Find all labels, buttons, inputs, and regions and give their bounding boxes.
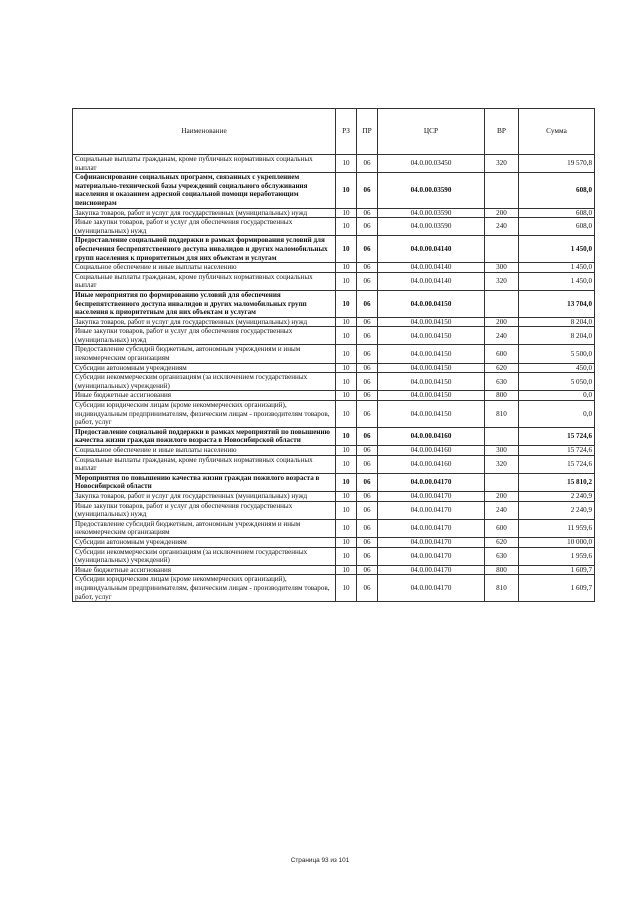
cell-name: Закупка товаров, работ и услуг для государственных (муниципальных) нужд [73, 491, 336, 501]
cell-sum: 450,0 [519, 363, 595, 373]
cell-sum: 0,0 [519, 391, 595, 401]
cell-name: Предоставление субсидий бюджетным, автономным учреждениям и иным некоммерческим организациям [73, 519, 336, 537]
table-row [73, 155, 595, 173]
cell-name: Субсидии автономным учреждениям [73, 537, 336, 547]
cell-sum: 1 959,6 [519, 547, 595, 565]
cell-rz: 10 [336, 473, 357, 491]
cell-csr: 04.0.00.03450 [378, 155, 485, 173]
cell-sum: 608,0 [519, 218, 595, 236]
table-row [73, 345, 595, 363]
header-name: Наименование [73, 109, 336, 155]
cell-vr [485, 427, 519, 445]
cell-sum: 8 204,0 [519, 317, 595, 327]
cell-vr: 630 [485, 547, 519, 565]
cell-pr: 06 [357, 427, 378, 445]
cell-csr: 04.0.00.04170 [378, 537, 485, 547]
cell-vr [485, 290, 519, 317]
cell-vr: 240 [485, 501, 519, 519]
cell-name: Социальные выплаты гражданам, кроме публичных нормативных социальных выплат [73, 155, 336, 173]
cell-csr: 04.0.00.04170 [378, 519, 485, 537]
cell-name: Иные закупки товаров, работ и услуг для обеспечения государственных (муниципальных) нужд [73, 327, 336, 345]
cell-pr: 06 [357, 391, 378, 401]
cell-name: Иные бюджетные ассигнования [73, 391, 336, 401]
cell-rz: 10 [336, 547, 357, 565]
cell-csr: 04.0.00.04150 [378, 391, 485, 401]
table-row-section [73, 173, 595, 208]
cell-sum: 1 450,0 [519, 236, 595, 263]
table-row-section [73, 427, 595, 445]
cell-sum: 1 609,7 [519, 575, 595, 602]
cell-csr: 04.0.00.04170 [378, 501, 485, 519]
cell-sum: 15 724,6 [519, 427, 595, 445]
cell-sum: 19 570,8 [519, 155, 595, 173]
cell-pr: 06 [357, 519, 378, 537]
cell-sum: 5 050,0 [519, 373, 595, 391]
cell-pr: 06 [357, 446, 378, 456]
cell-rz: 10 [336, 290, 357, 317]
table-row-section [73, 290, 595, 317]
cell-sum: 1 450,0 [519, 263, 595, 273]
cell-name: Мероприятия по повышению качества жизни граждан пожилого возраста в Новосибирской области [73, 473, 336, 491]
cell-name: Софинансирование социальных программ, связанных с укреплением материально-технической базы учреждений социального обслуживания населения и оказанием адресной социальной помощи неработающим пенсионерам [73, 173, 336, 208]
cell-csr: 04.0.00.04170 [378, 491, 485, 501]
cell-pr: 06 [357, 208, 378, 218]
table-row [73, 547, 595, 565]
cell-vr: 320 [485, 155, 519, 173]
cell-rz: 10 [336, 537, 357, 547]
cell-name: Закупка товаров, работ и услуг для государственных (муниципальных) нужд [73, 208, 336, 218]
table-row [73, 537, 595, 547]
cell-rz: 10 [336, 155, 357, 173]
cell-rz: 10 [336, 575, 357, 602]
cell-name: Предоставление субсидий бюджетным, автономным учреждениям и иным некоммерческим организациям [73, 345, 336, 363]
cell-csr: 04.0.00.04140 [378, 263, 485, 273]
cell-csr: 04.0.00.04150 [378, 363, 485, 373]
cell-rz: 10 [336, 327, 357, 345]
table-row [73, 218, 595, 236]
cell-rz: 10 [336, 345, 357, 363]
cell-csr: 04.0.00.04160 [378, 455, 485, 473]
cell-rz: 10 [336, 263, 357, 273]
cell-rz: 10 [336, 519, 357, 537]
cell-name: Социальное обеспечение и иные выплаты населению [73, 263, 336, 273]
table-row [73, 263, 595, 273]
table-row [73, 373, 595, 391]
cell-rz: 10 [336, 391, 357, 401]
table-row [73, 446, 595, 456]
cell-pr: 06 [357, 455, 378, 473]
cell-rz: 10 [336, 501, 357, 519]
cell-vr: 200 [485, 208, 519, 218]
table-row [73, 491, 595, 501]
cell-vr: 200 [485, 317, 519, 327]
cell-pr: 06 [357, 373, 378, 391]
cell-csr: 04.0.00.03590 [378, 173, 485, 208]
cell-name: Иные мероприятия по формированию условий для обеспечения беспрепятственного доступа инвалидов и других маломобильных групп населения к приоритетным для них объектам и услугам [73, 290, 336, 317]
cell-rz: 10 [336, 401, 357, 428]
table-row [73, 317, 595, 327]
cell-rz: 10 [336, 373, 357, 391]
page-number: Страница 93 из 101 [290, 857, 350, 864]
cell-csr: 04.0.00.04170 [378, 565, 485, 575]
header-vr: ВР [485, 109, 519, 155]
cell-pr: 06 [357, 345, 378, 363]
cell-vr [485, 173, 519, 208]
cell-name: Иные закупки товаров, работ и услуг для обеспечения государственных (муниципальных) нужд [73, 218, 336, 236]
cell-name: Иные бюджетные ассигнования [73, 565, 336, 575]
table-row [73, 565, 595, 575]
cell-vr: 300 [485, 446, 519, 456]
cell-sum: 1 609,7 [519, 565, 595, 575]
table-row [73, 455, 595, 473]
table-body [73, 155, 595, 602]
table-row-section [73, 473, 595, 491]
cell-rz: 10 [336, 236, 357, 263]
cell-name: Субсидии юридическим лицам (кроме некоммерческих организаций), индивидуальным предпринимателям, физическим лицам - производителям товаров, работ, услуг [73, 575, 336, 602]
cell-pr: 06 [357, 327, 378, 345]
cell-name: Субсидии некоммерческим организациям (за исключением государственных (муниципальных) учреждений) [73, 547, 336, 565]
cell-vr: 600 [485, 345, 519, 363]
cell-vr: 240 [485, 327, 519, 345]
cell-sum: 15 810,2 [519, 473, 595, 491]
cell-name: Закупка товаров, работ и услуг для государственных (муниципальных) нужд [73, 317, 336, 327]
cell-pr: 06 [357, 575, 378, 602]
cell-csr: 04.0.00.04150 [378, 345, 485, 363]
cell-rz: 10 [336, 272, 357, 290]
cell-vr: 630 [485, 373, 519, 391]
cell-sum: 2 240,9 [519, 501, 595, 519]
cell-sum: 608,0 [519, 208, 595, 218]
cell-name: Субсидии некоммерческим организациям (за исключением государственных (муниципальных) учреждений) [73, 373, 336, 391]
table-row [73, 575, 595, 602]
cell-pr: 06 [357, 263, 378, 273]
header-csr: ЦСР [378, 109, 485, 155]
cell-vr: 620 [485, 363, 519, 373]
cell-name: Предоставление социальной поддержки в рамках формирования условий для обеспечения беспрепятственного доступа инвалидов и других маломобильных групп населения к приоритетным для них объектам и услугам [73, 236, 336, 263]
cell-rz: 10 [336, 446, 357, 456]
cell-pr: 06 [357, 155, 378, 173]
cell-sum: 2 240,9 [519, 491, 595, 501]
cell-sum: 5 500,0 [519, 345, 595, 363]
cell-sum: 13 704,0 [519, 290, 595, 317]
cell-sum: 10 000,0 [519, 537, 595, 547]
cell-vr: 320 [485, 455, 519, 473]
cell-csr: 04.0.00.04150 [378, 327, 485, 345]
cell-vr: 240 [485, 218, 519, 236]
cell-csr: 04.0.00.04160 [378, 427, 485, 445]
cell-pr: 06 [357, 547, 378, 565]
cell-pr: 06 [357, 317, 378, 327]
table-row [73, 401, 595, 428]
cell-csr: 04.0.00.04160 [378, 446, 485, 456]
cell-sum: 11 959,6 [519, 519, 595, 537]
budget-table [72, 108, 595, 602]
cell-vr: 300 [485, 263, 519, 273]
cell-sum: 608,0 [519, 173, 595, 208]
cell-csr: 04.0.00.03590 [378, 208, 485, 218]
cell-sum: 1 450,0 [519, 272, 595, 290]
header-pr: ПР [357, 109, 378, 155]
cell-csr: 04.0.00.04150 [378, 290, 485, 317]
cell-sum: 0,0 [519, 401, 595, 428]
cell-vr [485, 236, 519, 263]
cell-csr: 04.0.00.04150 [378, 317, 485, 327]
cell-pr: 06 [357, 565, 378, 575]
table-row [73, 327, 595, 345]
cell-vr: 800 [485, 391, 519, 401]
cell-pr: 06 [357, 501, 378, 519]
cell-pr: 06 [357, 218, 378, 236]
cell-pr: 06 [357, 173, 378, 208]
table-row [73, 391, 595, 401]
table-row [73, 519, 595, 537]
cell-pr: 06 [357, 537, 378, 547]
cell-rz: 10 [336, 317, 357, 327]
cell-csr: 04.0.00.04140 [378, 272, 485, 290]
cell-pr: 06 [357, 401, 378, 428]
cell-sum: 15 724,6 [519, 446, 595, 456]
cell-rz: 10 [336, 208, 357, 218]
cell-pr: 06 [357, 491, 378, 501]
header-rz: РЗ [336, 109, 357, 155]
cell-vr [485, 473, 519, 491]
cell-pr: 06 [357, 290, 378, 317]
cell-vr: 810 [485, 401, 519, 428]
cell-rz: 10 [336, 218, 357, 236]
cell-csr: 04.0.00.04170 [378, 547, 485, 565]
cell-rz: 10 [336, 565, 357, 575]
cell-name: Субсидии автономным учреждениям [73, 363, 336, 373]
cell-name: Иные закупки товаров, работ и услуг для обеспечения государственных (муниципальных) нужд [73, 501, 336, 519]
table-row [73, 208, 595, 218]
cell-rz: 10 [336, 363, 357, 373]
cell-pr: 06 [357, 236, 378, 263]
cell-rz: 10 [336, 491, 357, 501]
cell-vr: 810 [485, 575, 519, 602]
cell-pr: 06 [357, 473, 378, 491]
cell-pr: 06 [357, 363, 378, 373]
table-row-section [73, 236, 595, 263]
cell-name: Субсидии юридическим лицам (кроме некоммерческих организаций), индивидуальным предпринимателям, физическим лицам - производителям товаров, работ, услуг [73, 401, 336, 428]
table-row [73, 501, 595, 519]
cell-rz: 10 [336, 173, 357, 208]
header-row [73, 109, 595, 155]
cell-pr: 06 [357, 272, 378, 290]
cell-csr: 04.0.00.04150 [378, 401, 485, 428]
cell-vr: 620 [485, 537, 519, 547]
cell-csr: 04.0.00.04170 [378, 575, 485, 602]
cell-name: Социальное обеспечение и иные выплаты населению [73, 446, 336, 456]
table-row [73, 272, 595, 290]
cell-name: Социальные выплаты гражданам, кроме публичных нормативных социальных выплат [73, 455, 336, 473]
cell-csr: 04.0.00.04140 [378, 236, 485, 263]
cell-vr: 200 [485, 491, 519, 501]
cell-csr: 04.0.00.04170 [378, 473, 485, 491]
cell-vr: 600 [485, 519, 519, 537]
cell-vr: 800 [485, 565, 519, 575]
table-row [73, 363, 595, 373]
table-header [73, 109, 595, 155]
cell-rz: 10 [336, 427, 357, 445]
cell-csr: 04.0.00.04150 [378, 373, 485, 391]
header-sum: Сумма [519, 109, 595, 155]
cell-name: Социальные выплаты гражданам, кроме публичных нормативных социальных выплат [73, 272, 336, 290]
cell-sum: 15 724,6 [519, 455, 595, 473]
cell-sum: 8 204,0 [519, 327, 595, 345]
cell-rz: 10 [336, 455, 357, 473]
cell-name: Предоставление социальной поддержки в рамках мероприятий по повышению качества жизни граждан пожилого возраста в Новосибирской области [73, 427, 336, 445]
cell-vr: 320 [485, 272, 519, 290]
cell-csr: 04.0.00.03590 [378, 218, 485, 236]
